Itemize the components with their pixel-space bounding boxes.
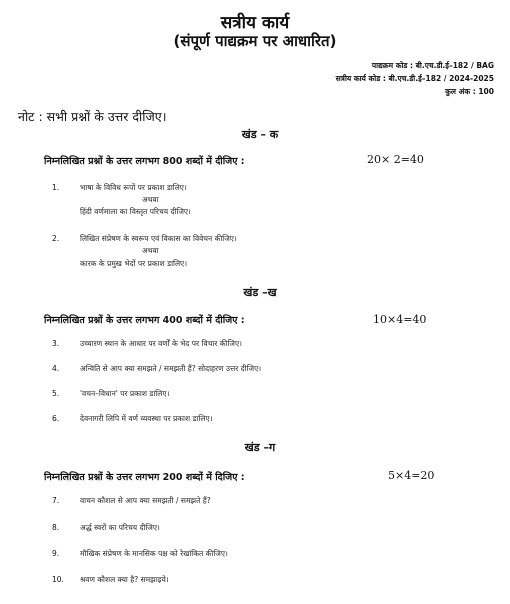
section-b-instruction: निम्नलिखित प्रश्नों के उत्तर लगभग 400 शब्दों में दीजिए : bbox=[44, 315, 245, 326]
section-c-title: खंड –ग bbox=[244, 441, 276, 454]
question-number: 8. bbox=[52, 523, 60, 532]
section-b-marks: 10×4=40 bbox=[373, 313, 427, 326]
total-marks: कुल अंक : 100 bbox=[445, 87, 494, 96]
course-code: पाद्यक्रम कोड : बी.एच.डी.ई–182 / BAG bbox=[371, 61, 494, 70]
question-alt-text: कारक के प्रमुख भेदों पर प्रकाश डालिए। bbox=[80, 259, 188, 268]
section-a-instruction: निम्नलिखित प्रश्नों के उत्तर लगभग 800 शब्दों में दीजिए : bbox=[44, 156, 245, 167]
section-b-title: खंड –ख bbox=[243, 286, 277, 299]
question-text: लिखित संप्रेषण के स्वरूप एवं विकास का विवेचन कीजिए। bbox=[80, 234, 237, 243]
section-a-marks: 20× 2=40 bbox=[367, 153, 424, 166]
or-separator: अथवा bbox=[142, 195, 159, 204]
question-number: 7. bbox=[52, 496, 60, 505]
section-a-title: खंड – क bbox=[241, 128, 279, 141]
assignment-code: सत्रीय कार्य कोड : बी.एच.डी.ई–182 / 2024-2025 bbox=[335, 74, 494, 83]
question-text: 'वचन–विधान' पर प्रकाश डालिए। bbox=[80, 389, 170, 398]
note-text: नोट : सभी प्रश्नों के उत्तर दीजिए। bbox=[18, 109, 167, 124]
question-number: 5. bbox=[52, 389, 60, 398]
section-c-marks: 5×4=20 bbox=[388, 469, 435, 482]
question-number: 9. bbox=[52, 549, 60, 558]
question-text: वाचन कौशल से आप क्या समझती / समझते हैं? bbox=[80, 496, 211, 505]
or-separator: अथवा bbox=[142, 246, 159, 255]
question-number: 10. bbox=[52, 575, 64, 584]
question-text: अन्विति से आप क्या समझते / समझती हैं? सोदाहरण उत्तर दीजिए। bbox=[80, 364, 262, 373]
page-title: सत्रीय कार्य bbox=[220, 13, 290, 33]
question-number: 6. bbox=[52, 414, 60, 423]
question-text: मौखिक संप्रेषण के मानसिक पक्ष को रेखांकित कीजिए। bbox=[80, 549, 228, 558]
section-c-instruction: निम्नलिखित प्रश्नों के उत्तर लगभग 200 शब्दों में दिजिए : bbox=[44, 472, 245, 483]
question-number: 1. bbox=[52, 183, 60, 192]
question-text: अर्द्ध स्वरों का परिचय दीजिए। bbox=[80, 523, 160, 532]
page-subtitle: (संपूर्ण पाद्यक्रम पर आधारित) bbox=[173, 32, 337, 50]
question-text: उच्चारण स्थान के आधार पर वर्णों के भेद पर विचार कीजिए। bbox=[80, 339, 242, 348]
question-text: श्रवण कौशल क्या है? समझाइये। bbox=[80, 575, 169, 584]
question-text: भाषा के विविध रूपों पर प्रकाश डालिए। bbox=[80, 183, 187, 192]
question-number: 3. bbox=[52, 339, 60, 348]
question-number: 2. bbox=[52, 234, 60, 243]
question-number: 4. bbox=[52, 364, 60, 373]
question-alt-text: हिंदी वर्णमाला का विस्तृत परिचय दीजिए। bbox=[80, 207, 191, 216]
question-text: देवनागरी लिपि में वर्ण व्यवस्था पर प्रकाश डालिए। bbox=[80, 414, 213, 423]
